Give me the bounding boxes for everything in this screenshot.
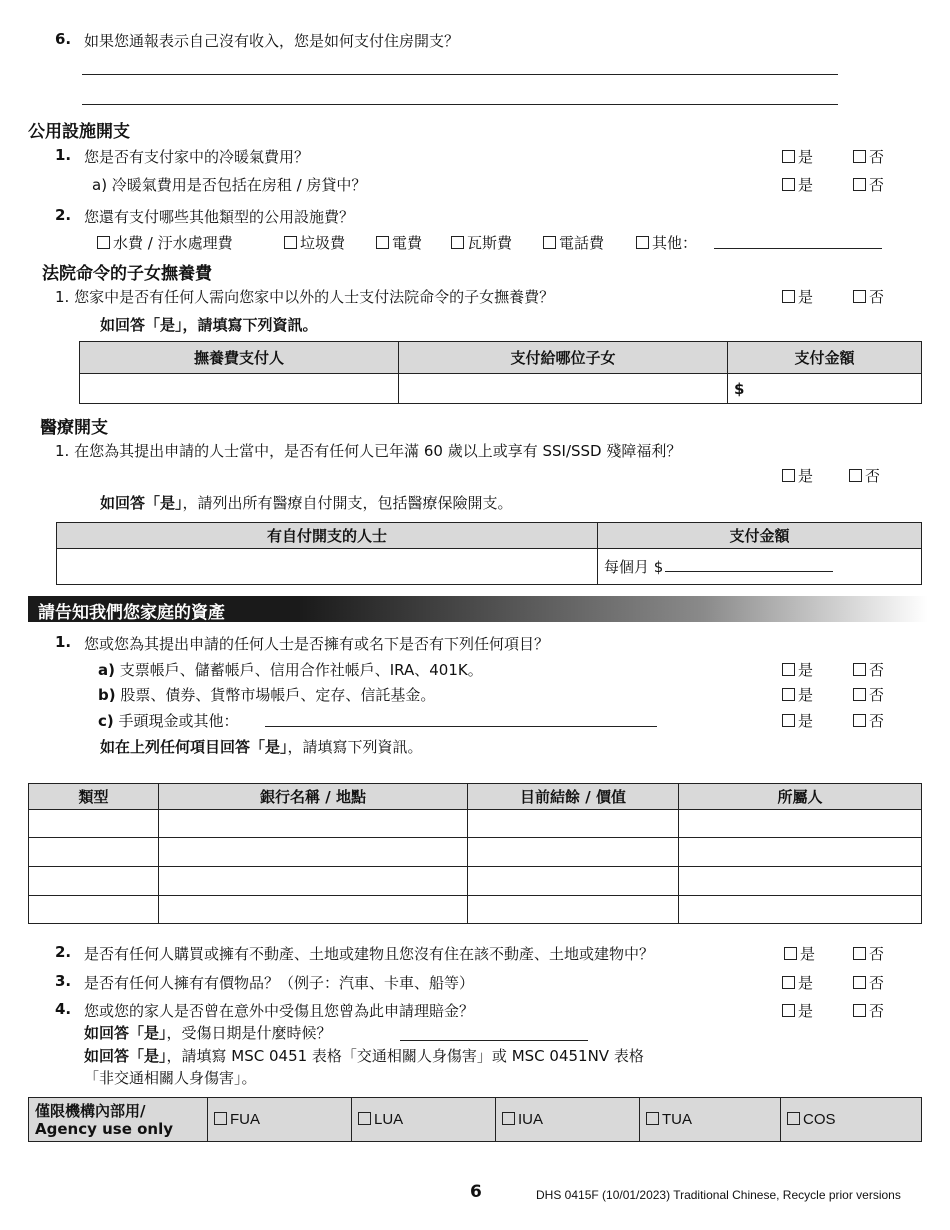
- yes-checkbox[interactable]: 是: [782, 146, 813, 167]
- checkbox-icon: [451, 236, 464, 249]
- question-number: 2.: [55, 206, 72, 224]
- checkbox-icon: [636, 236, 649, 249]
- injury-date-line[interactable]: [400, 1040, 588, 1041]
- question-text: 您是否有支付家中的冷暖氣費用？: [84, 148, 310, 166]
- column-header: 支付給哪位子女: [399, 342, 728, 374]
- column-header: 有自付開支的人士: [57, 523, 598, 549]
- yes-checkbox[interactable]: 是: [782, 174, 813, 195]
- page-number: 6: [470, 1182, 482, 1202]
- agency-code-iua[interactable]: IUA: [496, 1098, 640, 1142]
- question-number: 3.: [55, 972, 72, 990]
- table-cell[interactable]: [29, 867, 159, 896]
- column-header: 撫養費支付人: [80, 342, 399, 374]
- table-cell[interactable]: [29, 810, 159, 838]
- amount-cell[interactable]: $: [728, 374, 922, 404]
- utility-option-water[interactable]: 水費 / 汙水處理費: [97, 232, 233, 253]
- checkbox-icon: [853, 1004, 866, 1017]
- table-cell[interactable]: [468, 867, 679, 896]
- agency-code-fua[interactable]: FUA: [208, 1098, 352, 1142]
- yes-checkbox[interactable]: 是: [782, 286, 813, 307]
- table-cell[interactable]: [159, 810, 468, 838]
- table-cell[interactable]: [679, 896, 922, 924]
- asset-item-a: a) 支票帳戶、儲蓄帳戶、信用合作社帳戶、IRA、401K。: [98, 661, 483, 679]
- checkbox-icon: [853, 976, 866, 989]
- table-cell[interactable]: [29, 896, 159, 924]
- yes-checkbox[interactable]: 是: [782, 659, 813, 680]
- table-cell[interactable]: [468, 896, 679, 924]
- column-header: 銀行名稱 / 地點: [159, 784, 468, 810]
- cash-other-line[interactable]: [265, 726, 657, 727]
- checkbox-icon: [358, 1112, 371, 1125]
- checkbox-icon: [853, 947, 866, 960]
- section-title-child-support: 法院命令的子女撫養費: [42, 264, 212, 284]
- amount-line[interactable]: [665, 559, 833, 572]
- checkbox-icon: [97, 236, 110, 249]
- section-title-medical: 醫療開支: [40, 418, 108, 438]
- question-text: 如果您通報表示自己沒有收入，您是如何支付住房開支？: [84, 32, 460, 50]
- table-cell[interactable]: [468, 838, 679, 867]
- no-checkbox[interactable]: 否: [853, 684, 884, 705]
- yes-checkbox[interactable]: 是: [784, 943, 815, 964]
- checkbox-icon: [853, 688, 866, 701]
- column-header: 所屬人: [679, 784, 922, 810]
- question-number: 1.: [55, 633, 72, 651]
- yes-checkbox[interactable]: 是: [782, 684, 813, 705]
- child-support-table: [79, 341, 922, 404]
- amount-cell[interactable]: 每個月 $: [598, 549, 922, 585]
- checkbox-icon: [782, 663, 795, 676]
- table-cell[interactable]: [159, 867, 468, 896]
- question-text: 是否有任何人擁有有價物品？（例子：汽車、卡車、船等）: [84, 974, 475, 992]
- question-text: 您或您的家人是否曾在意外中受傷且您曾為此申請理賠金？: [84, 1002, 475, 1020]
- checkbox-icon: [782, 178, 795, 191]
- column-header: 支付金額: [598, 523, 922, 549]
- checkbox-icon: [284, 236, 297, 249]
- section-banner-assets: 請告知我們您家庭的資產: [28, 596, 928, 622]
- checkbox-icon: [853, 663, 866, 676]
- checkbox-icon: [782, 714, 795, 727]
- checkbox-icon: [782, 290, 795, 303]
- answer-line[interactable]: [82, 74, 838, 75]
- utility-option-phone[interactable]: 電話費: [543, 232, 604, 253]
- question-text: 1. 您家中是否有任何人需向您家中以外的人士支付法院命令的子女撫養費？: [55, 288, 555, 306]
- table-cell[interactable]: [679, 867, 922, 896]
- agency-use-table: [28, 1097, 922, 1142]
- checkbox-icon: [502, 1112, 515, 1125]
- question-number: 1.: [55, 146, 72, 164]
- question-text: 您或您為其提出申請的任何人士是否擁有或名下是否有下列任何項目？: [84, 635, 550, 653]
- form-instruction: 如回答「是」，請填寫 MSC 0451 表格「交通相關人身傷害」或 MSC 0451NV 表格: [84, 1047, 644, 1065]
- table-row: [29, 838, 922, 867]
- table-cell[interactable]: [80, 374, 399, 404]
- agency-label: 僅限機構內部用/ Agency use only: [29, 1098, 208, 1142]
- column-header: 支付金額: [728, 342, 922, 374]
- checkbox-icon: [214, 1112, 227, 1125]
- checkbox-icon: [782, 976, 795, 989]
- utility-option-other[interactable]: 其他：: [636, 232, 697, 253]
- asset-item-c: c) 手頭現金或其他：: [98, 712, 239, 730]
- checkbox-icon: [646, 1112, 659, 1125]
- checkbox-icon: [782, 1004, 795, 1017]
- yes-checkbox[interactable]: 是: [782, 465, 813, 486]
- table-cell[interactable]: [679, 838, 922, 867]
- table-cell[interactable]: [29, 838, 159, 867]
- no-checkbox[interactable]: 否: [853, 146, 884, 167]
- medical-expense-table: [56, 522, 922, 585]
- question-text: 您還有支付哪些其他類型的公用設施費？: [84, 208, 355, 226]
- asset-item-b: b) 股票、債券、貨幣市場帳戶、定存、信託基金。: [98, 686, 436, 704]
- table-cell[interactable]: [57, 549, 598, 585]
- other-utility-line[interactable]: [714, 248, 882, 249]
- checkbox-icon: [787, 1112, 800, 1125]
- table-cell[interactable]: [159, 896, 468, 924]
- agency-code-cos[interactable]: COS: [781, 1098, 922, 1142]
- checkbox-icon: [849, 469, 862, 482]
- table-cell[interactable]: [679, 810, 922, 838]
- form-instruction-line2: 「非交通相關人身傷害」。: [84, 1069, 257, 1087]
- agency-code-lua[interactable]: LUA: [352, 1098, 496, 1142]
- no-checkbox[interactable]: 否: [853, 174, 884, 195]
- table-row: [29, 810, 922, 838]
- column-header: 類型: [29, 784, 159, 810]
- answer-line[interactable]: [82, 104, 838, 105]
- agency-code-tua[interactable]: TUA: [640, 1098, 781, 1142]
- checkbox-icon: [853, 178, 866, 191]
- question-text: 是否有任何人購買或擁有不動產、土地或建物且您沒有住在該不動產、土地或建物中？: [84, 945, 655, 963]
- question-text: a) 冷暖氣費用是否包括在房租 / 房貸中？: [92, 176, 367, 194]
- table-cell[interactable]: [468, 810, 679, 838]
- table-row: [29, 867, 922, 896]
- no-checkbox[interactable]: 否: [853, 943, 884, 964]
- no-checkbox[interactable]: 否: [853, 972, 884, 993]
- no-checkbox[interactable]: 否: [853, 659, 884, 680]
- no-checkbox[interactable]: 否: [853, 1000, 884, 1021]
- checkbox-icon: [853, 714, 866, 727]
- table-cell[interactable]: [399, 374, 728, 404]
- checkbox-icon: [853, 150, 866, 163]
- checkbox-icon: [782, 688, 795, 701]
- utility-option-electric[interactable]: 電費: [376, 232, 422, 253]
- instruction-text: 如在上列任何項目回答「是」，請填寫下列資訊。: [100, 738, 423, 756]
- utility-option-garbage[interactable]: 垃圾費: [284, 232, 345, 253]
- checkbox-icon: [784, 947, 797, 960]
- yes-checkbox[interactable]: 是: [782, 972, 813, 993]
- no-checkbox[interactable]: 否: [849, 465, 880, 486]
- yes-checkbox[interactable]: 是: [782, 1000, 813, 1021]
- no-checkbox[interactable]: 否: [853, 710, 884, 731]
- injury-date-prompt: 如回答「是」，受傷日期是什麼時候？: [84, 1024, 332, 1042]
- table-row: [29, 896, 922, 924]
- question-number: 6.: [55, 30, 72, 48]
- utility-option-gas[interactable]: 瓦斯費: [451, 232, 512, 253]
- no-checkbox[interactable]: 否: [853, 286, 884, 307]
- assets-table: [28, 783, 922, 924]
- question-number: 2.: [55, 943, 72, 961]
- yes-checkbox[interactable]: 是: [782, 710, 813, 731]
- checkbox-icon: [853, 290, 866, 303]
- column-header: 目前結餘 / 價值: [468, 784, 679, 810]
- section-title-utilities: 公用設施開支: [28, 122, 130, 142]
- checkbox-icon: [782, 150, 795, 163]
- instruction-text: 如回答「是」，請填寫下列資訊。: [100, 316, 318, 334]
- instruction-text: 如回答「是」，請列出所有醫療自付開支，包括醫療保險開支。: [100, 494, 513, 512]
- checkbox-icon: [782, 469, 795, 482]
- checkbox-icon: [376, 236, 389, 249]
- checkbox-icon: [543, 236, 556, 249]
- question-number: 4.: [55, 1000, 72, 1018]
- table-cell[interactable]: [159, 838, 468, 867]
- question-text: 1. 在您為其提出申請的人士當中，是否有任何人已年滿 60 歲以上或享有 SSI/SSD 殘障福利？: [55, 442, 682, 460]
- form-id: DHS 0415F (10/01/2023) Traditional Chinese, Recycle prior versions: [536, 1188, 901, 1202]
